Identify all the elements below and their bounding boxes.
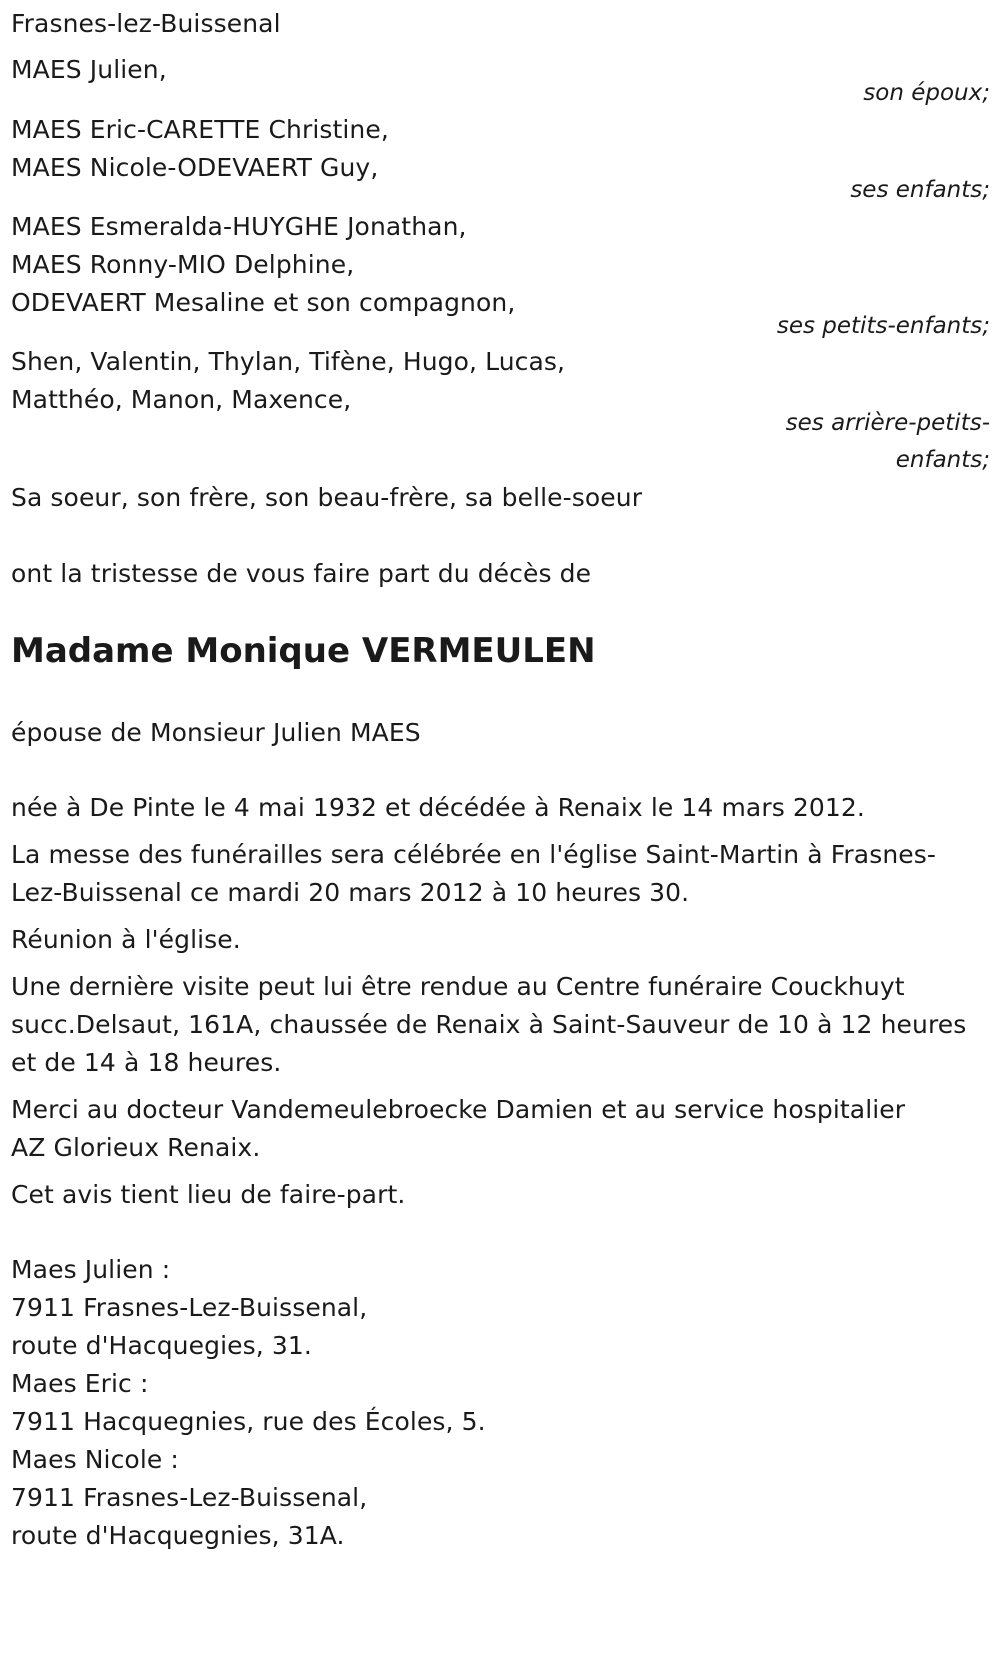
spouse-name: MAES Julien,: [11, 55, 167, 84]
notice-line: Cet avis tient lieu de faire-part.: [11, 1180, 406, 1209]
location-line: Frasnes-lez-Buissenal: [11, 9, 281, 38]
great-grandchildren-role-1: ses arrière-petits-: [785, 410, 990, 436]
address-line: route d'Hacquegnies, 31A.: [11, 1521, 345, 1550]
grandchild-name-3: ODEVAERT Mesaline et son compagnon,: [11, 288, 516, 317]
visit-line-2: succ.Delsaut, 161A, chaussée de Renaix à Saint-Sauveur de 10 à 12 heures: [11, 1010, 967, 1039]
child-name-2: MAES Nicole-ODEVAERT Guy,: [11, 153, 379, 182]
address-line: 7911 Hacquegnies, rue des Écoles, 5.: [11, 1407, 486, 1436]
spouse-role: son époux;: [863, 80, 990, 106]
child-name-1: MAES Eric-CARETTE Christine,: [11, 115, 389, 144]
announcement-line: ont la tristesse de vous faire part du décès de: [11, 559, 592, 588]
great-grandchildren-names-2: Matthéo, Manon, Maxence,: [11, 385, 352, 414]
birth-death-line: née à De Pinte le 4 mai 1932 et décédée à Renaix le 14 mars 2012.: [11, 793, 865, 822]
address-line: Maes Julien :: [11, 1255, 171, 1284]
funeral-line-2: Lez-Buissenal ce mardi 20 mars 2012 à 10 heures 30.: [11, 878, 690, 907]
deceased-spouse-line: épouse de Monsieur Julien MAES: [11, 718, 421, 747]
grandchild-name-1: MAES Esmeralda-HUYGHE Jonathan,: [11, 212, 467, 241]
visit-line-1: Une dernière visite peut lui être rendue au Centre funéraire Couckhuyt: [11, 972, 905, 1001]
visit-line-3: et de 14 à 18 heures.: [11, 1048, 282, 1077]
address-line: route d'Hacquegies, 31.: [11, 1331, 312, 1360]
siblings-line: Sa soeur, son frère, son beau-frère, sa belle-soeur: [11, 483, 643, 512]
children-role: ses enfants;: [850, 177, 990, 203]
grandchildren-role: ses petits-enfants;: [776, 313, 990, 339]
grandchild-name-2: MAES Ronny-MIO Delphine,: [11, 250, 355, 279]
thanks-line-2: AZ Glorieux Renaix.: [11, 1133, 261, 1162]
address-line: 7911 Frasnes-Lez-Buissenal,: [11, 1483, 368, 1512]
address-line: Maes Eric :: [11, 1369, 149, 1398]
deceased-name: Madame Monique VERMEULEN: [11, 631, 596, 671]
great-grandchildren-role-2: enfants;: [895, 447, 990, 473]
address-line: 7911 Frasnes-Lez-Buissenal,: [11, 1293, 368, 1322]
meeting-line: Réunion à l'église.: [11, 925, 241, 954]
thanks-line-1: Merci au docteur Vandemeulebroecke Damien et au service hospitalier: [11, 1095, 906, 1124]
funeral-line-1: La messe des funérailles sera célébrée en l'église Saint-Martin à Frasnes-: [11, 840, 937, 869]
great-grandchildren-names-1: Shen, Valentin, Thylan, Tifène, Hugo, Lucas,: [11, 347, 566, 376]
address-line: Maes Nicole :: [11, 1445, 179, 1474]
